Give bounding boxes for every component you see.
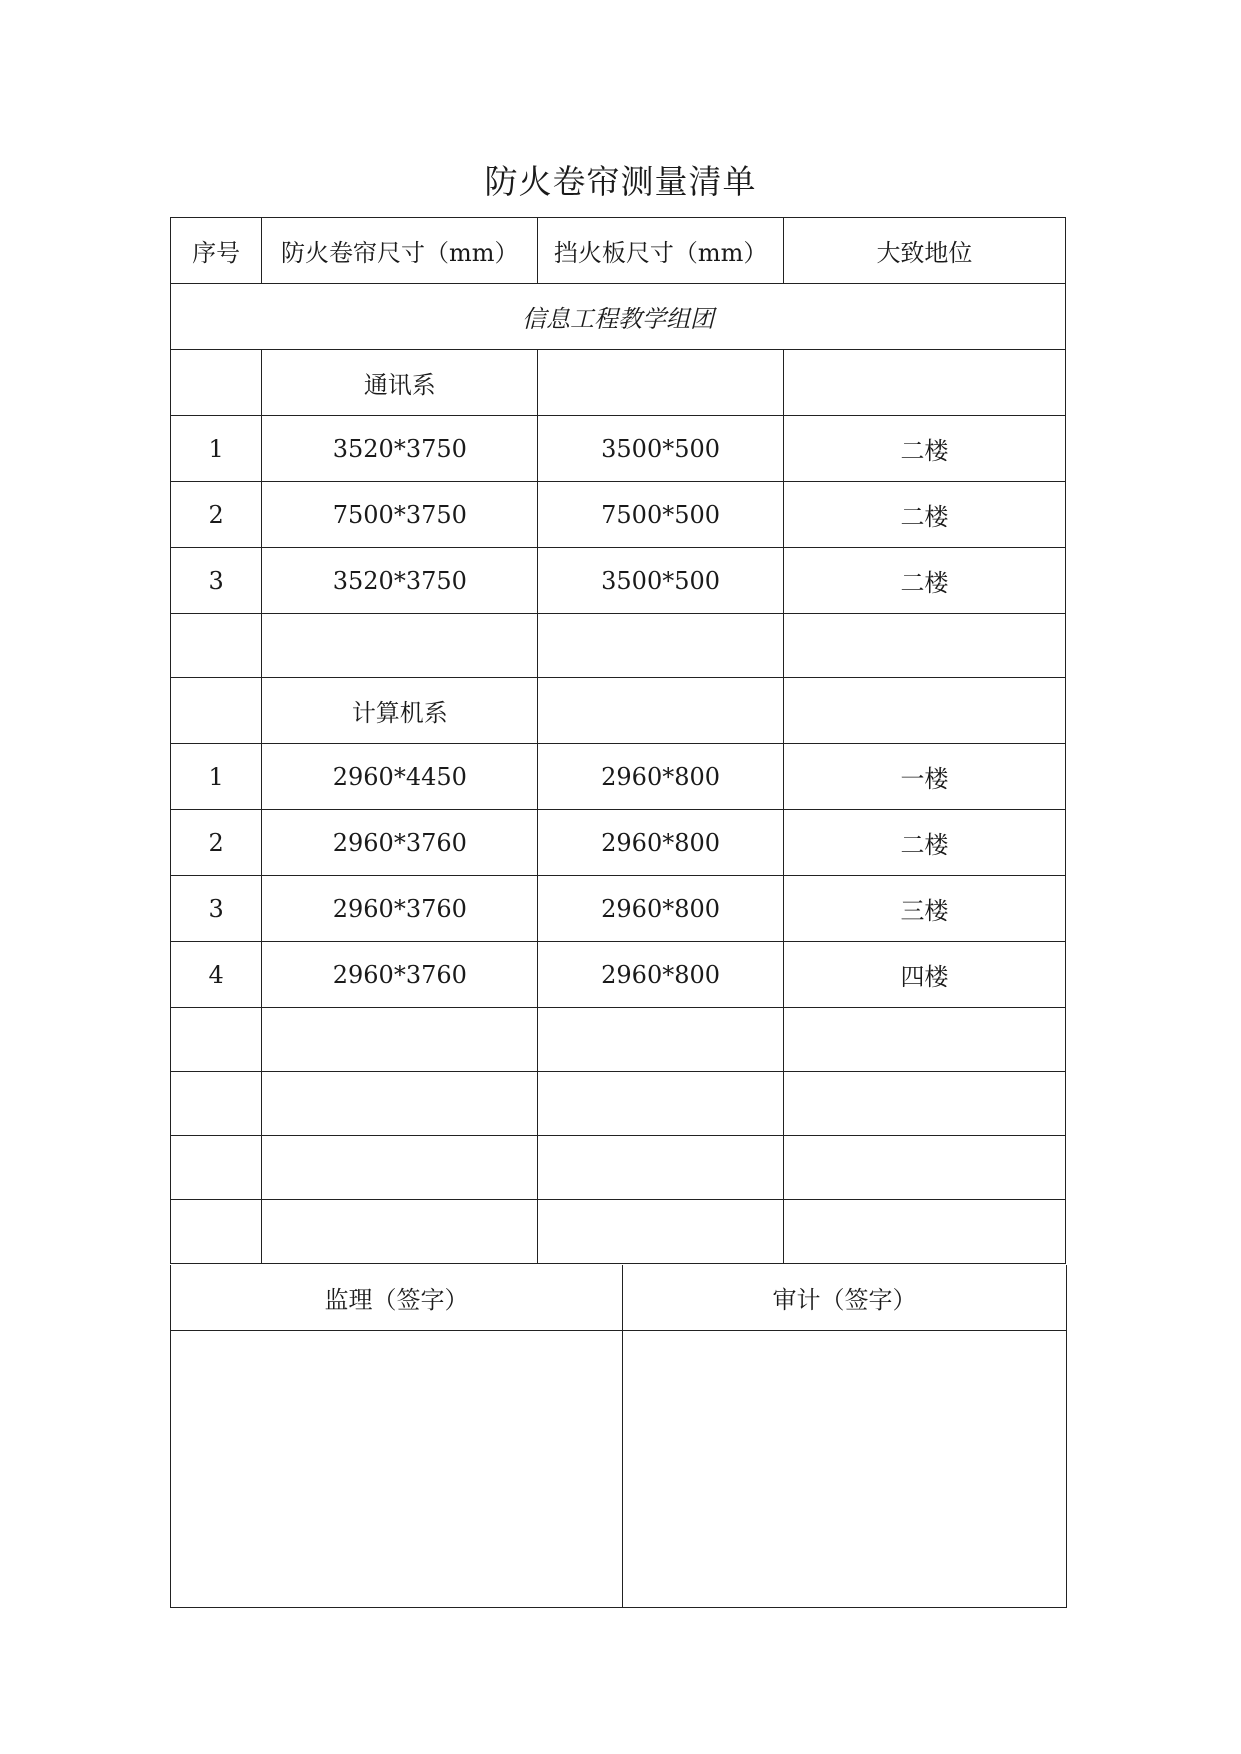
location: 二楼	[783, 810, 1065, 876]
table-row	[171, 548, 1066, 614]
empty-row	[171, 1200, 1066, 1264]
table-cell	[538, 614, 784, 678]
table-cell	[783, 1008, 1065, 1072]
empty-row	[171, 1072, 1066, 1136]
row-no: 4	[171, 942, 262, 1008]
table-cell	[783, 614, 1065, 678]
table-cell	[171, 614, 262, 678]
table-cell	[783, 1200, 1065, 1264]
table-row	[171, 810, 1066, 876]
location: 一楼	[783, 744, 1065, 810]
section-row	[171, 284, 1066, 350]
table-cell	[262, 1200, 538, 1264]
table-cell	[538, 1136, 784, 1200]
table-cell	[538, 1072, 784, 1136]
signature-header-row	[171, 1265, 1067, 1331]
group-name: 通讯系	[262, 350, 538, 416]
row-no: 2	[171, 810, 262, 876]
board-size: 2960*800	[538, 810, 784, 876]
table-cell	[171, 1008, 262, 1072]
row-no: 3	[171, 876, 262, 942]
curtain-size: 2960*4450	[262, 744, 538, 810]
row-no: 1	[171, 416, 262, 482]
table-cell	[262, 1072, 538, 1136]
group-name: 计算机系	[262, 678, 538, 744]
curtain-size: 2960*3760	[262, 942, 538, 1008]
supervisor-signature-area[interactable]	[171, 1331, 623, 1608]
table-cell	[783, 350, 1065, 416]
supervisor-signature-label: 监理（签字）	[171, 1265, 623, 1331]
board-size: 7500*500	[538, 482, 784, 548]
table-cell	[262, 1136, 538, 1200]
table-cell	[538, 350, 784, 416]
table-cell	[538, 678, 784, 744]
table-row	[171, 744, 1066, 810]
signature-table	[170, 1265, 1067, 1608]
group-title-row	[171, 678, 1066, 744]
curtain-size: 3520*3750	[262, 416, 538, 482]
section-title: 信息工程教学组团	[171, 284, 1066, 350]
signature-area-row	[171, 1331, 1067, 1608]
table-cell	[783, 1072, 1065, 1136]
empty-row	[171, 1008, 1066, 1072]
table-cell	[171, 678, 262, 744]
table-cell	[171, 1072, 262, 1136]
board-size: 2960*800	[538, 744, 784, 810]
auditor-signature-area[interactable]	[623, 1331, 1067, 1608]
table-row	[171, 876, 1066, 942]
location: 二楼	[783, 482, 1065, 548]
board-size: 2960*800	[538, 942, 784, 1008]
header-location: 大致地位	[783, 218, 1065, 284]
table-cell	[171, 1200, 262, 1264]
location: 三楼	[783, 876, 1065, 942]
table-row	[171, 482, 1066, 548]
header-board-size: 挡火板尺寸（mm）	[538, 218, 784, 284]
page-title: 防火卷帘测量清单	[484, 162, 757, 201]
curtain-size: 2960*3760	[262, 810, 538, 876]
row-no: 3	[171, 548, 262, 614]
curtain-size: 3520*3750	[262, 548, 538, 614]
table-cell	[783, 678, 1065, 744]
location: 二楼	[783, 548, 1065, 614]
board-size: 3500*500	[538, 416, 784, 482]
location: 二楼	[783, 416, 1065, 482]
location: 四楼	[783, 942, 1065, 1008]
table-cell	[171, 350, 262, 416]
table-cell	[171, 1136, 262, 1200]
table-row	[171, 416, 1066, 482]
board-size: 2960*800	[538, 876, 784, 942]
table-cell	[783, 1136, 1065, 1200]
table-cell	[262, 1008, 538, 1072]
empty-row	[171, 614, 1066, 678]
board-size: 3500*500	[538, 548, 784, 614]
group-title-row	[171, 350, 1066, 416]
header-no: 序号	[171, 218, 262, 284]
table-header-row	[171, 218, 1066, 284]
table-row	[171, 942, 1066, 1008]
table-cell	[538, 1200, 784, 1264]
curtain-size: 7500*3750	[262, 482, 538, 548]
curtain-size: 2960*3760	[262, 876, 538, 942]
table-cell	[538, 1008, 784, 1072]
empty-row	[171, 1136, 1066, 1200]
auditor-signature-label: 审计（签字）	[623, 1265, 1067, 1331]
row-no: 2	[171, 482, 262, 548]
row-no: 1	[171, 744, 262, 810]
header-curtain-size: 防火卷帘尺寸（mm）	[262, 218, 538, 284]
table-cell	[262, 614, 538, 678]
measurement-table	[170, 217, 1066, 1264]
